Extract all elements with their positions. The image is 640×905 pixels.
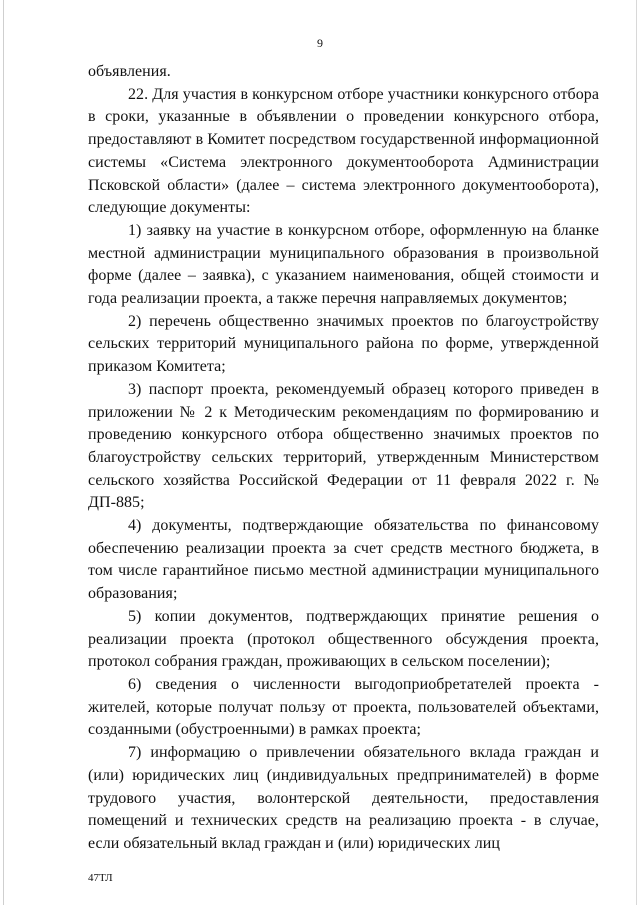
scan-edge-right [636, 0, 637, 905]
page-number: 9 [317, 36, 323, 50]
paragraph-subitem-1: 1) заявку на участие в конкурсном отборе, оформленную на бланке местной администрации муниципального образования в произвольной форме (далее – заявка), с указанием наименования, общей стоимости и года реализации проекта, а также перечня направляемых документов; [88, 221, 599, 308]
paragraph-subitem-5: 5) копии документов, подтверждающих принятие решения о реализации проекта (протокол общественного обсуждения проекта, протокол собрания граждан, проживающих в сельском поселении); [88, 607, 599, 671]
paragraph-item-22: 22. Для участия в конкурсном отборе участники конкурсного отбора в сроки, указанные в объявлении о проведении конкурсного отбора, предоставляют в Комитет посредством государственной информационной системы «Система электронного документооборота Администрации Псковской области» (далее – система электронного документооборота), следующие документы: [88, 85, 599, 217]
scan-edge-left [3, 0, 4, 905]
paragraph-subitem-2: 2) перечень общественно значимых проектов по благоустройству сельских территорий муниципального района по форме, утвержденной приказом Комитета; [88, 312, 599, 376]
document-body [88, 61, 599, 856]
paragraph-continuation: объявления. [88, 63, 171, 80]
paragraph-subitem-6: 6) сведения о численности выгодоприобретателей проекта - жителей, которые получат пользу от проекта, пользователей объектами, созданными (обустроенными) в рамках проекта; [88, 675, 599, 739]
footer-document-code: 47ТЛ [88, 872, 113, 884]
paragraph-subitem-7: 7) информацию о привлечении обязательного вклада граждан и (или) юридических лиц (индивидуальных предпринимателей) в форме трудового участия, волонтерской деятельности, предоставления помещений и технических средств на реализацию проекта - в случае, если обязательный вклад граждан и (или) юридических лиц [88, 744, 599, 852]
paragraph-subitem-3: 3) паспорт проекта, рекомендуемый образец которого приведен в приложении № 2 к Методическим рекомендациям по формированию и проведению конкурсного отбора общественно значимых проектов по благоустройству сельских территорий, утвержденным Министерством сельского хозяйства Российской Федерации от 11 февраля 2022 г. № ДП-885; [88, 380, 599, 512]
paragraph-subitem-4: 4) документы, подтверждающие обязательства по финансовому обеспечению реализации проекта за счет средств местного бюджета, в том числе гарантийное письмо местной администрации муниципального образования; [88, 517, 599, 603]
